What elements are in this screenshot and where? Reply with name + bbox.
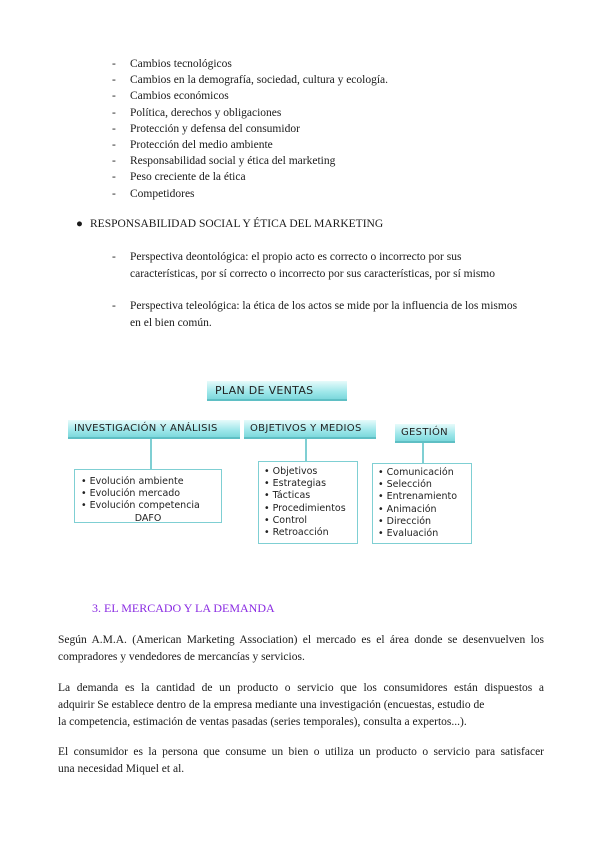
dash-marker: - [112,251,116,263]
paragraph-line: Según A.M.A. (American Marketing Association) el mercado es el área donde se desenvuelven los [58,634,544,646]
paragraph-line: El consumidor es la persona que consume un bien o utiliza un producto o servicio para satisfacer [58,746,544,758]
col2-item: • Estrategias [264,478,352,490]
perspective-line: Perspectiva teleológica: la ética de los actos se mide por la influencia de los mismos [130,300,518,312]
paragraph-line: adquirir Se establece dentro de la empresa mediante una investigación (encuestas, estudio de [58,699,485,711]
perspective-teleologica [112,298,552,331]
col2-header: OBJETIVOS Y MEDIOS [244,420,376,439]
factors-list [112,56,388,202]
paragraph-line: compradores y vendedores de mercancías y servicios. [58,651,305,663]
list-item: - Cambios en la demografía, sociedad, cultura y ecología. [112,72,388,88]
col3-box [372,463,472,544]
paragraph-line: una necesidad Miquel et al. [58,763,185,775]
bullet-heading [76,218,383,230]
connector-line [422,443,424,463]
paragraph-line: la competencia, estimación de ventas pasadas (series temporales), consulta a expertos...). [58,716,467,728]
col3-item: • Comunicación [378,467,466,479]
col2-item: • Objetivos [264,466,352,478]
section-title: 3. EL MERCADO Y LA DEMANDA [92,601,275,615]
list-item: - Peso creciente de la ética [112,169,388,185]
paragraph-consumidor [58,744,544,778]
diagram-title: PLAN DE VENTAS [207,381,347,401]
perspective-line: en el bien común. [130,316,212,329]
dash-marker: - [112,300,116,312]
list-item: - Competidores [112,186,388,202]
list-item: - Cambios económicos [112,88,388,104]
col1-footer: DAFO [134,512,162,524]
perspective-line: Perspectiva deontológica: el propio acto es correcto o incorrecto por sus [130,251,462,263]
col1-item: • Evolución mercado [81,488,215,500]
list-item: - Política, derechos y obligaciones [112,105,388,121]
col2-item: • Retroacción [264,527,352,539]
col3-item: • Animación [378,504,466,516]
col2-item: • Tácticas [264,490,352,502]
col3-item: • Selección [378,479,466,491]
col3-item: • Entrenamiento [378,491,466,503]
paragraph-line: La demanda es la cantidad de un producto o servicio que los consumidores están dispuestos a [58,682,544,694]
list-item: - Protección y defensa del consumidor [112,121,388,137]
col1-header: INVESTIGACIÓN Y ANÁLISIS [68,420,240,439]
col1-box [74,469,222,523]
col1-item: • Evolución competencia [81,500,215,512]
col3-item: • Evaluación [378,528,466,540]
connector-line [150,439,152,469]
paragraph-mercado [58,632,544,666]
col2-item: • Control [264,515,352,527]
bullet-heading-text: RESPONSABILIDAD SOCIAL Y ÉTICA DEL MARKETING [90,218,384,230]
list-item: - Cambios tecnológicos [112,56,388,72]
col2-box [258,461,358,544]
perspective-deontologica [112,249,552,282]
perspective-line: características, por sí correcto o incorrecto por sus características, por sí mismo [130,267,495,280]
col2-item: • Procedimientos [264,503,352,515]
paragraph-demanda [58,680,544,731]
connector-line [305,439,307,461]
col1-item: • Evolución ambiente [81,476,215,488]
list-item: - Protección del medio ambiente [112,137,388,153]
col3-item: • Dirección [378,516,466,528]
col3-header: GESTIÓN [395,424,455,443]
bullet-dot-icon: ● [76,218,83,230]
list-item: - Responsabilidad social y ética del marketing [112,153,388,169]
